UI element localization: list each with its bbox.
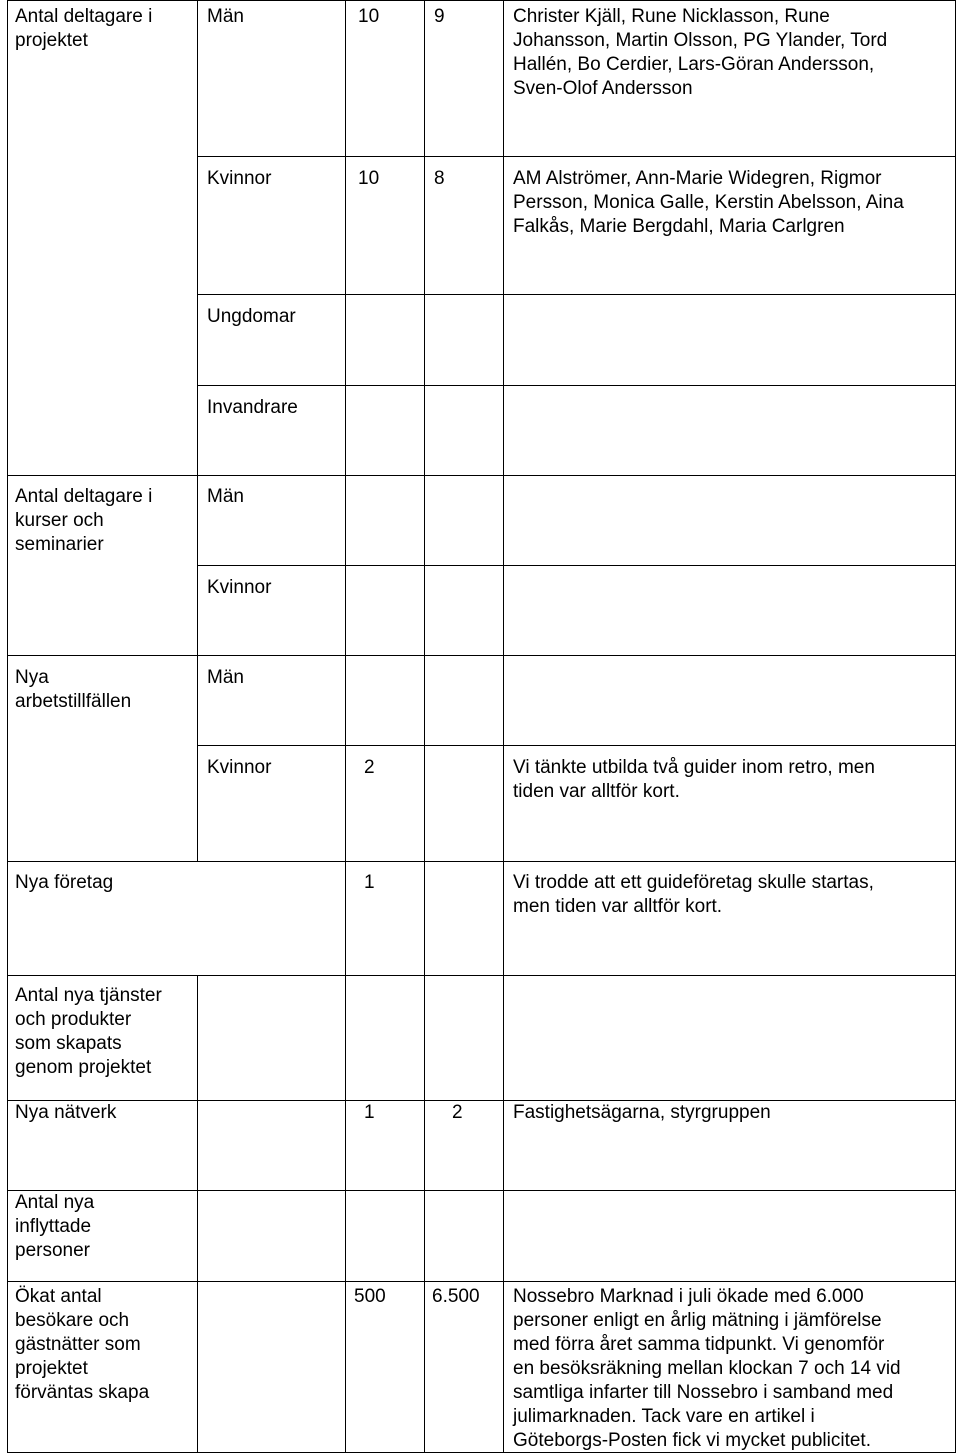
value-cell-1: 500 [354, 1286, 386, 1307]
grid-line [7, 975, 956, 976]
grid-line [7, 0, 8, 1453]
row-label: Nya arbetstillfällen [15, 667, 132, 712]
comment-cell: Fastighetsägarna, styrgruppen [513, 1102, 771, 1123]
grid-line [197, 385, 956, 386]
grid-line [197, 565, 956, 566]
grid-line [197, 156, 956, 157]
grid-line [197, 745, 956, 746]
gender-cell: Kvinnor [207, 577, 272, 598]
grid-line [345, 0, 346, 1453]
row-label: Antal nya tjänster och produkter som skapats genom projektet [15, 985, 162, 1078]
value-cell-1: 10 [358, 6, 380, 27]
row-label: Ökat antal besökare och gästnätter som projektet förväntas skapa [15, 1286, 150, 1403]
gender-cell: Ungdomar [207, 306, 296, 327]
row-label: Antal deltagare i kurser och seminarier [15, 486, 153, 555]
grid-line [197, 975, 198, 1453]
grid-line [955, 0, 956, 1453]
value-cell-2: 8 [434, 168, 445, 189]
row-label: Antal deltagare i projektet [15, 6, 153, 51]
value-cell-1: 1 [364, 1102, 375, 1123]
grid-line [197, 0, 198, 862]
comment-cell: Nossebro Marknad i juli ökade med 6.000 personer enligt en årlig mätning i jämförelse med förra året samma tidpunkt. Vi genomför en besöksräkning mellan klockan 7 och 14 vid samtliga infarter till Nossebro i samband med julimarknaden. Tack vare en artikel i Göteborgs-Posten fick vi mycket publicitet. [513, 1286, 901, 1451]
grid-line [503, 0, 504, 1453]
grid-line [197, 294, 956, 295]
grid-line [7, 1281, 956, 1282]
gender-cell: Kvinnor [207, 757, 272, 778]
gender-cell: Män [207, 6, 244, 27]
comment-cell: Christer Kjäll, Rune Nicklasson, Rune Johansson, Martin Olsson, PG Ylander, Tord Hallén, Bo Cerdier, Lars-Göran Andersson, Sven-Olof Andersson [513, 6, 888, 99]
gender-cell: Män [207, 667, 244, 688]
grid-line [7, 1190, 956, 1191]
value-cell-2: 6.500 [432, 1286, 480, 1307]
gender-cell: Män [207, 486, 244, 507]
value-cell-2: 9 [434, 6, 445, 27]
grid-line [7, 0, 956, 1]
gender-cell: Kvinnor [207, 168, 272, 189]
grid-line [7, 1100, 956, 1101]
comment-cell: AM Alströmer, Ann-Marie Widegren, Rigmor Persson, Monica Galle, Kerstin Abelsson, Aina Falkås, Marie Bergdahl, Maria Carlgren [513, 168, 904, 237]
grid-line [424, 0, 425, 1453]
row-label: Nya företag [15, 872, 114, 893]
comment-cell: Vi tänkte utbilda två guider inom retro, men tiden var alltför kort. [513, 757, 875, 802]
grid-line [7, 861, 956, 862]
value-cell-1: 10 [358, 168, 380, 189]
row-label: Antal nya inflyttade personer [15, 1192, 95, 1261]
value-cell-1: 2 [364, 757, 375, 778]
comment-cell: Vi trodde att ett guideföretag skulle startas, men tiden var alltför kort. [513, 872, 874, 917]
grid-line [7, 475, 956, 476]
value-cell-2: 2 [452, 1102, 463, 1123]
value-cell-1: 1 [364, 872, 375, 893]
grid-line [7, 655, 956, 656]
row-label: Nya nätverk [15, 1102, 117, 1123]
gender-cell: Invandrare [207, 397, 298, 418]
